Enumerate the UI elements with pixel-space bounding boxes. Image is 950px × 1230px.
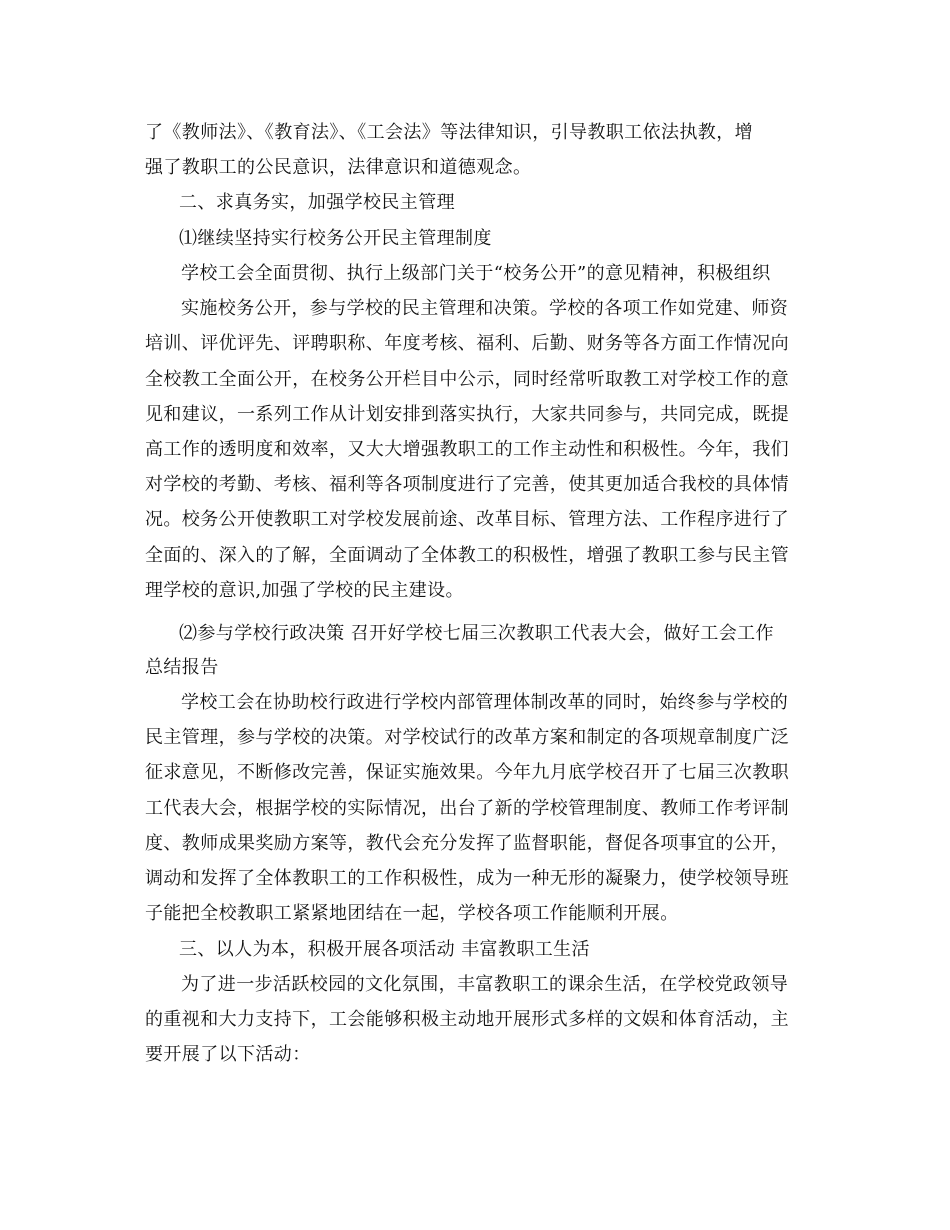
text-line: 总结报告 (145, 657, 219, 678)
text-line: 高工作的透明度和效率，又大大增强教职工的工作主动性和积极性。今年，我们 (145, 439, 789, 460)
text-line: 调动和发挥了全体教职工的工作积极性，成为一种无形的凝聚力，使学校领导班 (145, 868, 789, 889)
section-heading: 二、求真务实，加强学校民主管理 (179, 192, 455, 213)
text-line: 学校工会全面贯彻、执行上级部门关于“校务公开”的意见精神，积极组织 (181, 263, 771, 284)
text-line: 况。校务公开使教职工对学校发展前途、改革目标、管理方法、工作程序进行了 (145, 509, 789, 530)
text-line: 工代表大会，根据学校的实际情况，出台了新的学校管理制度、教师工作考评制 (145, 798, 789, 819)
subsection-heading: ⑴继续坚持实行校务公开民主管理制度 (179, 228, 492, 249)
text-line: 了《教师法》、《教育法》、《工会法》等法律知识，引导教职工依法执教，增 (145, 122, 753, 143)
text-line: 全校教工全面公开，在校务公开栏目中公示，同时经常听取教工对学校工作的意 (145, 369, 789, 390)
subsection-heading: ⑵参与学校行政决策 召开好学校七届三次教职工代表大会，做好工会工作 (179, 623, 774, 644)
text-line: 为了进一步活跃校园的文化氛围，丰富教职工的课余生活，在学校党政领导 (181, 974, 789, 995)
text-line: 征求意见，不断修改完善，保证实施效果。今年九月底学校召开了七届三次教职 (145, 762, 789, 783)
section-heading: 三、以人为本，积极开展各项活动 丰富教职工生活 (179, 939, 590, 960)
text-line: 度、教师成果奖励方案等，教代会充分发挥了监督职能，督促各项事宜的公开， (145, 833, 789, 854)
text-line: 民主管理，参与学校的决策。对学校试行的改革方案和制定的各项规章制度广泛 (145, 727, 789, 748)
text-line: 培训、评优评先、评聘职称、年度考核、福利、后勤、财务等各方面工作情况向 (145, 333, 789, 354)
text-line: 对学校的考勤、考核、福利等各项制度进行了完善，使其更加适合我校的具体情 (145, 474, 789, 495)
text-line: 全面的、深入的了解，全面调动了全体教工的积极性，增强了教职工参与民主管 (145, 545, 789, 566)
text-line: 实施校务公开，参与学校的民主管理和决策。学校的各项工作如党建、师资 (181, 298, 789, 319)
text-line: 子能把全校教职工紧紧地团结在一起，学校各项工作能顺利开展。 (145, 903, 679, 924)
text-line: 的重视和大力支持下，工会能够积极主动地开展形式多样的文娱和体育活动，主 (145, 1009, 789, 1030)
text-line: 理学校的意识,加强了学校的民主建设。 (145, 580, 464, 601)
text-line: 见和建议，一系列工作从计划安排到落实执行，大家共同参与，共同完成，既提 (145, 404, 789, 425)
text-line: 要开展了以下活动： (145, 1044, 311, 1065)
text-line: 强了教职工的公民意识，法律意识和道德观念。 (145, 157, 532, 178)
text-line: 学校工会在协助校行政进行学校内部管理体制改革的同时，始终参与学校的 (181, 692, 789, 713)
